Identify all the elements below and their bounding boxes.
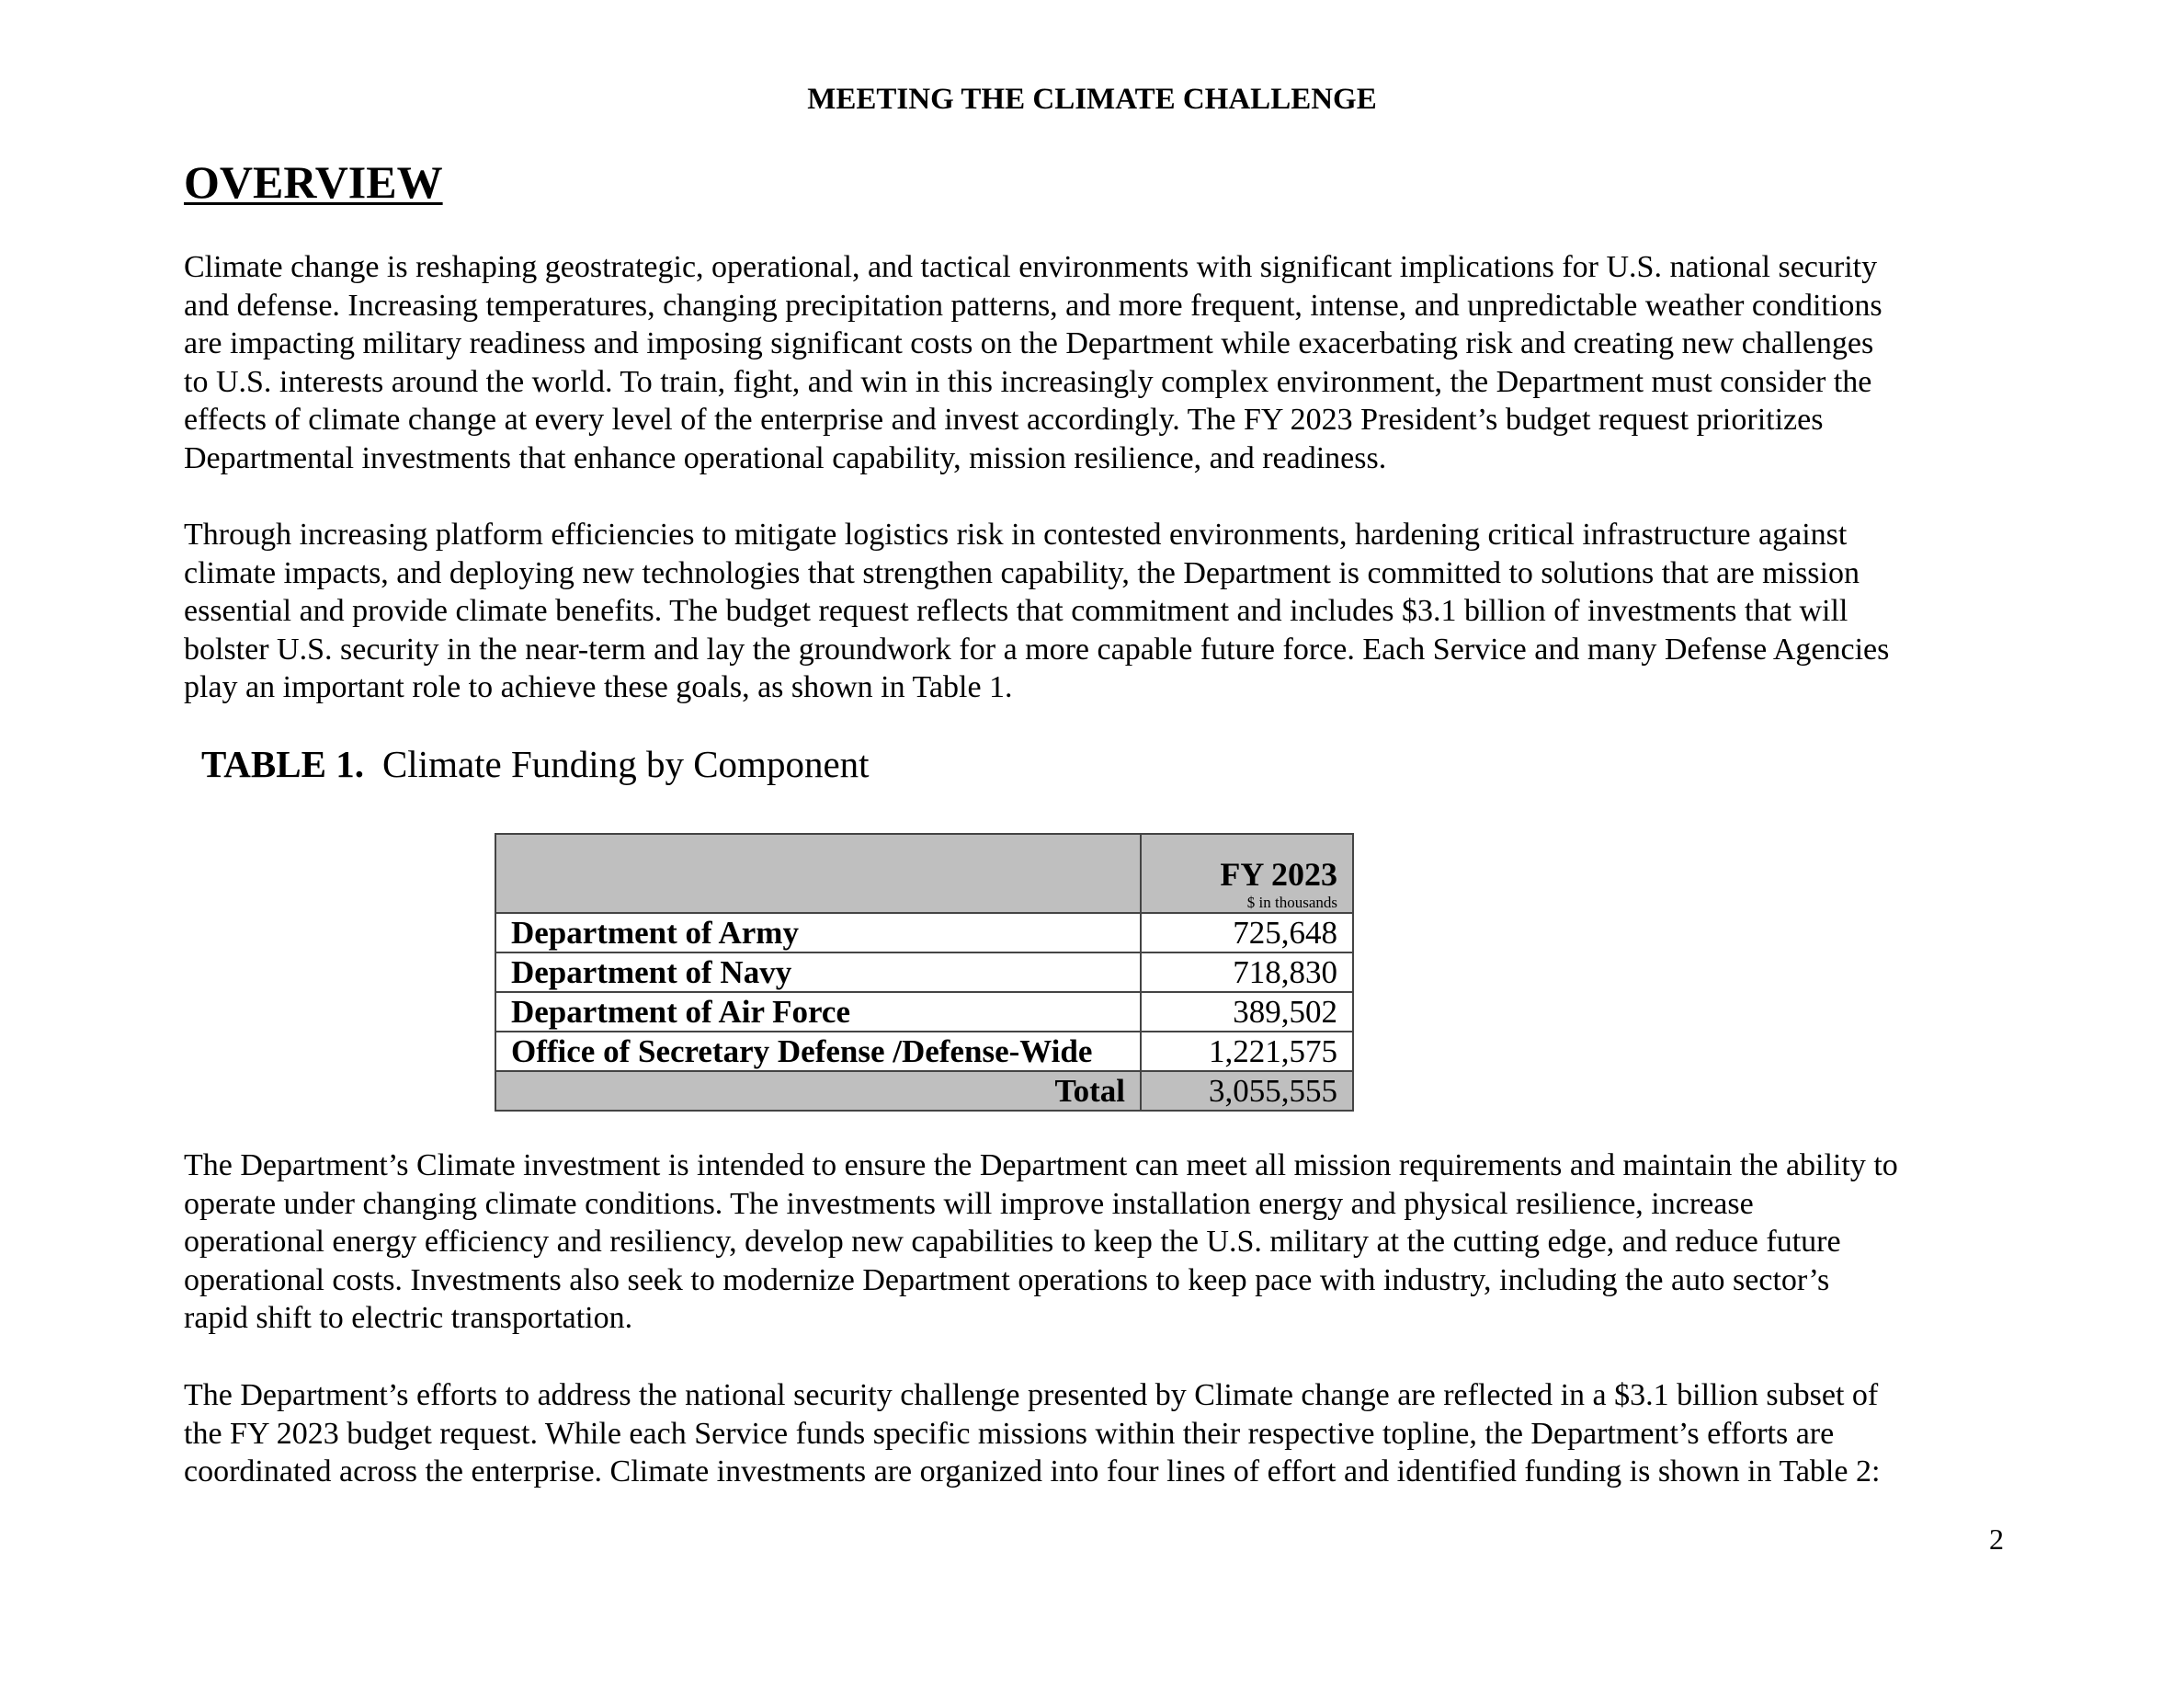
table-row bbox=[495, 952, 1353, 992]
row-label: Department of Navy bbox=[495, 952, 1141, 992]
paragraph-line: the FY 2023 budget request. While each Service funds specific missions within their respective topline, the Department’s efforts are bbox=[184, 1416, 1835, 1451]
table-row bbox=[495, 913, 1353, 952]
table-caption bbox=[201, 741, 870, 787]
row-value: 1,221,575 bbox=[1141, 1032, 1353, 1071]
paragraph-line: essential and provide climate benefits. The budget request reflects that commitment and includes $3.1 billion of investments that will bbox=[184, 594, 1848, 629]
section-title: OVERVIEW bbox=[184, 156, 443, 208]
total-value: 3,055,555 bbox=[1141, 1071, 1353, 1111]
paragraph-line: coordinated across the enterprise. Climate investments are organized into four lines of effort and identified funding is shown in Table 2: bbox=[184, 1454, 1881, 1489]
paragraph-line: play an important role to achieve these goals, as shown in Table 1. bbox=[184, 670, 1013, 705]
row-label: Department of Army bbox=[495, 913, 1141, 952]
paragraph-line: operational costs. Investments also seek to modernize Department operations to keep pace with industry, including the auto sector’s bbox=[184, 1262, 1830, 1297]
row-label: Department of Air Force bbox=[495, 992, 1141, 1032]
paragraph-overview-1 bbox=[184, 248, 2013, 478]
paragraph-overview-2 bbox=[184, 516, 2013, 707]
paragraph-line: and defense. Increasing temperatures, changing precipitation patterns, and more frequent, intense, and unpredictable weather conditions bbox=[184, 288, 1883, 323]
paragraph-line: to U.S. interests around the world. To train, fight, and win in this increasingly complex environment, the Department must consider the bbox=[184, 364, 1872, 399]
paragraph-line: effects of climate change at every level of the enterprise and invest accordingly. The FY 2023 President’s budget request prioritizes bbox=[184, 403, 1824, 438]
table-header-row bbox=[495, 834, 1353, 913]
paragraph-line: Departmental investments that enhance operational capability, mission resilience, and readiness. bbox=[184, 440, 1387, 475]
paragraph-lines-of-effort bbox=[184, 1376, 2013, 1491]
row-value: 725,648 bbox=[1141, 913, 1353, 952]
paragraph-line: The Department’s efforts to address the national security challenge presented by Climate change are reflected in a $3.1 billion subset of bbox=[184, 1378, 1879, 1412]
climate-funding-table bbox=[495, 833, 1354, 1112]
running-header: MEETING THE CLIMATE CHALLENGE bbox=[807, 83, 1377, 116]
table-row bbox=[495, 992, 1353, 1032]
page-number: 2 bbox=[1989, 1523, 2004, 1556]
row-label: Office of Secretary Defense /Defense-Wide bbox=[495, 1032, 1141, 1071]
paragraph-line: operational energy efficiency and resiliency, develop new capabilities to keep the U.S. military at the cutting edge, and reduce future bbox=[184, 1225, 1841, 1260]
table-total-row bbox=[495, 1071, 1353, 1111]
total-label: Total bbox=[495, 1071, 1141, 1111]
column-header-unit: $ in thousands bbox=[1246, 894, 1337, 911]
row-value: 718,830 bbox=[1141, 952, 1353, 992]
paragraph-line: bolster U.S. security in the near-term and lay the groundwork for a more capable future force. Each Service and many Defense Agencies bbox=[184, 632, 1890, 667]
paragraph-line: The Department’s Climate investment is intended to ensure the Department can meet all mission requirements and maintain the ability to bbox=[184, 1148, 1898, 1182]
table-caption-text: Climate Funding by Component bbox=[381, 743, 870, 785]
table-header-fy2023 bbox=[1141, 834, 1353, 913]
paragraph-line: rapid shift to electric transportation. bbox=[184, 1301, 633, 1336]
column-header-year: FY 2023 bbox=[1220, 856, 1337, 893]
table-row bbox=[495, 1032, 1353, 1071]
paragraph-line: Through increasing platform efficiencies to mitigate logistics risk in contested environments, hardening critical infrastructure against bbox=[184, 518, 1848, 552]
paragraph-investment bbox=[184, 1146, 2013, 1338]
row-value: 389,502 bbox=[1141, 992, 1353, 1032]
paragraph-line: climate impacts, and deploying new technologies that strengthen capability, the Department is committed to solutions that are mission bbox=[184, 555, 1860, 590]
paragraph-line: operate under changing climate conditions. The investments will improve installation energy and physical resilience, increase bbox=[184, 1186, 1754, 1221]
table-header-blank bbox=[495, 834, 1141, 913]
paragraph-line: are impacting military readiness and imposing significant costs on the Department while exacerbating risk and creating new challenges bbox=[184, 326, 1874, 361]
paragraph-line: Climate change is reshaping geostrategic, operational, and tactical environments with significant implications for U.S. national security bbox=[184, 250, 1878, 284]
table-caption-number: TABLE 1. bbox=[201, 743, 364, 785]
